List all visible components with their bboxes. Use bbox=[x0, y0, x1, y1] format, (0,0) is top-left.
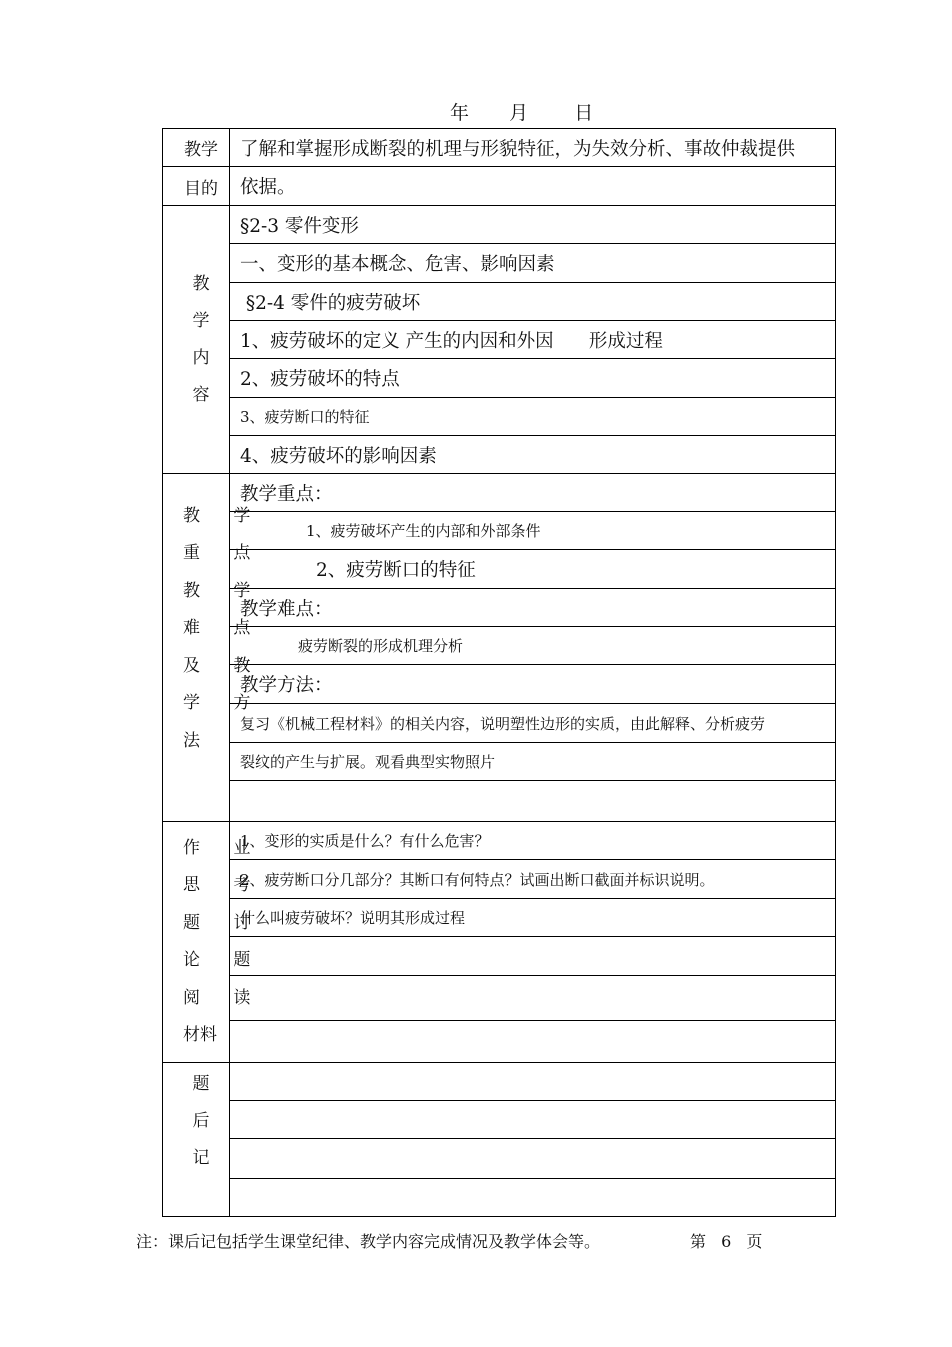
difficulty-title: 教学难点： bbox=[230, 589, 836, 627]
content-label: 教 学 内 容 bbox=[163, 206, 230, 474]
content-row: 4、疲劳破坏的影响因素 bbox=[230, 436, 836, 474]
empty-row bbox=[230, 1139, 836, 1179]
content-row: §2-3 零件变形 bbox=[230, 206, 836, 244]
empty-row bbox=[230, 976, 836, 1021]
empty-row bbox=[230, 1101, 836, 1139]
content-row: 一、变形的基本概念、危害、影响因素 bbox=[230, 244, 836, 283]
empty-row bbox=[230, 781, 836, 822]
empty-row bbox=[230, 1179, 836, 1217]
homework-question-1: 1、变形的实质是什么？有什么危害？ bbox=[230, 822, 836, 860]
key-points-title: 教学重点： bbox=[230, 474, 836, 512]
page-number-value: 6 bbox=[721, 1232, 732, 1251]
homework-question-3: 什么叫疲劳破坏？说明其形成过程 bbox=[230, 899, 836, 937]
difficulty-item: 疲劳断裂的形成机理分析 bbox=[230, 627, 836, 665]
method-line-1: 复习《机械工程材料》的相关内容，说明塑性边形的实质，由此解释、分析疲劳 bbox=[230, 704, 836, 743]
empty-row bbox=[230, 1021, 836, 1063]
lesson-plan-table bbox=[162, 128, 836, 1217]
objective-line-2: 依据。 bbox=[230, 167, 836, 206]
empty-row bbox=[230, 937, 836, 976]
homework-question-2: 2、疲劳断口分几部分？其断口有何特点？试画出断口截面并标识说明。 bbox=[230, 860, 836, 899]
footer-note: 注：课后记包括学生课堂纪律、教学内容完成情况及教学体会等。 bbox=[136, 1232, 601, 1251]
content-row: 1、疲劳破坏的定义 产生的内因和外因 形成过程 bbox=[230, 321, 836, 359]
key-point-1: 1、疲劳破坏产生的内部和外部条件 bbox=[230, 512, 836, 550]
afterword-label: 题 后 记 bbox=[163, 1063, 230, 1217]
objective-line-1: 了解和掌握形成断裂的机理与形貌特征，为失效分析、事故仲裁提供 bbox=[230, 129, 836, 167]
empty-row bbox=[230, 1063, 836, 1101]
year-label: 年 bbox=[450, 102, 470, 124]
key-point-2: 2、疲劳断口的特征 bbox=[230, 550, 836, 589]
content-row: 3、疲劳断口的特征 bbox=[230, 398, 836, 436]
method-line-2: 裂纹的产生与扩展。观看典型实物照片 bbox=[230, 743, 836, 781]
method-title: 教学方法： bbox=[230, 665, 836, 704]
focus-label: 教 学 重 点 教 学 难 点 及 教 学 方 法 bbox=[163, 474, 230, 822]
objective-label-2: 目的 bbox=[163, 167, 230, 206]
objective-label-1: 教学 bbox=[163, 129, 230, 167]
day-label: 日 bbox=[574, 102, 594, 124]
month-label: 月 bbox=[509, 102, 529, 124]
homework-label: 作 业 思 考 题 讨 论 题 阅 读 材料 bbox=[163, 822, 230, 1063]
content-row: §2-4 零件的疲劳破坏 bbox=[230, 283, 836, 321]
date-line bbox=[450, 98, 593, 125]
content-row: 2、疲劳破坏的特点 bbox=[230, 359, 836, 398]
page-number: 第 6 页 bbox=[690, 1232, 763, 1251]
